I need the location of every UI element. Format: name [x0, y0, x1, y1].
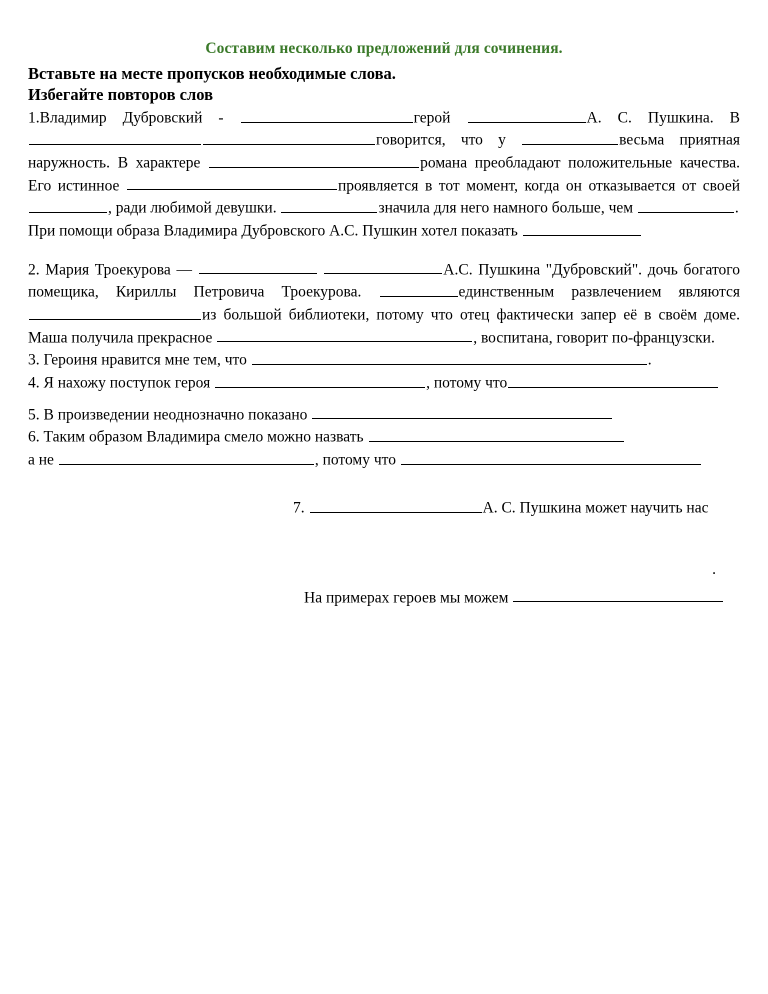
exercise-item-5	[28, 404, 740, 427]
item2-text-5: из большой библиотеки, потому что отец фактически запер её в своём доме. Маша получила прекрасное	[28, 306, 740, 347]
item1-text-6: романа преобладают положительные качества. Его истинное	[28, 154, 740, 195]
page-title: Составим несколько предложений для сочинения.	[205, 40, 563, 57]
spacer	[28, 546, 740, 562]
fill-blank[interactable]	[638, 197, 734, 213]
item3-text-2: .	[647, 351, 652, 369]
exercise-item-3	[28, 349, 740, 372]
item1-text-7: проявляется в тот момент, когда он отказывается от своей	[337, 177, 740, 195]
fill-blank[interactable]	[523, 220, 641, 236]
fill-blank[interactable]	[217, 327, 472, 343]
fill-blank[interactable]	[312, 404, 612, 420]
fill-blank[interactable]	[127, 175, 337, 191]
trailing-period: .	[712, 561, 716, 579]
item1-text-3: А. С. Пушкина. В	[586, 109, 741, 127]
item1-text-5: весьма приятная наружность. В характере	[28, 132, 740, 172]
fill-blank[interactable]	[508, 372, 718, 388]
fill-blank[interactable]	[209, 152, 419, 168]
fill-blank[interactable]	[513, 587, 723, 603]
exercise-item-4	[28, 372, 740, 395]
fill-blank[interactable]	[380, 281, 458, 297]
item3-text-1: 3. Героиня нравится мне тем, что	[28, 351, 251, 369]
instruction-line-1: Вставьте на месте пропусков необходимые слова.	[28, 63, 396, 83]
item2-text-3: А.С. Пушкина "Дубровский". дочь богатого помещика, Кириллы Петровича Троекурова.	[28, 261, 740, 302]
fill-blank[interactable]	[468, 107, 586, 123]
item1-text-8: , ради любимой девушки.	[108, 200, 281, 218]
fill-blank[interactable]	[522, 129, 618, 145]
final-text-1: На примерах героев мы можем	[304, 589, 513, 607]
fill-blank[interactable]	[215, 372, 425, 388]
exercise-item-1	[28, 107, 740, 220]
fill-blank[interactable]	[369, 426, 624, 442]
final-sentence	[28, 587, 740, 610]
spacer	[28, 471, 740, 497]
spacer	[28, 395, 740, 404]
fill-blank[interactable]	[199, 259, 317, 275]
instruction-line-2: Избегайте повторов слов	[28, 84, 213, 104]
item6-text-4: , потому что	[314, 451, 400, 469]
exercise-item-6-line-2	[28, 449, 740, 472]
exercise-item-6	[28, 426, 740, 449]
item1-text-9: значила для него намного больше, чем	[378, 200, 637, 218]
instruction-text	[28, 63, 740, 105]
exercise-item-2	[28, 259, 740, 350]
fill-blank[interactable]	[324, 259, 442, 275]
fill-blank[interactable]	[29, 197, 107, 213]
item1-text-1: 1.Владимир Дубровский -	[28, 109, 240, 127]
item2-text-4: единственным развлечением являются	[458, 284, 741, 302]
fill-blank[interactable]	[29, 129, 201, 145]
item4-text-1: 4. Я нахожу поступок героя	[28, 374, 215, 392]
item2-text-2	[318, 261, 324, 278]
item1-text-10: .	[734, 200, 739, 218]
fill-blank[interactable]	[281, 197, 377, 213]
item2-text-1: 2. Мария Троекурова —	[28, 261, 198, 279]
item7-text-2: А. С. Пушкина может научить нас	[482, 500, 709, 518]
item1-text-11: При помощи образа Владимира Дубровского А.С. Пушкин хотел показать	[28, 222, 522, 240]
fill-blank[interactable]	[203, 129, 375, 145]
fill-blank[interactable]	[29, 304, 201, 320]
spacer	[28, 243, 740, 259]
fill-blank[interactable]	[241, 107, 413, 123]
item1-text-4: говорится, что у	[376, 132, 522, 150]
fill-blank[interactable]	[310, 497, 482, 513]
item4-text-2: , потому что	[426, 374, 508, 392]
item6-text-1: 6. Таким образом Владимира смело можно назвать	[28, 428, 368, 446]
item7-text-1: 7.	[293, 500, 309, 518]
item6-text-3: а не	[28, 451, 58, 469]
fill-blank[interactable]	[59, 449, 314, 465]
spacer	[28, 520, 740, 546]
item1-text-2: герой	[413, 109, 467, 127]
item2-text-6: , воспитана, говорит по-французски.	[473, 329, 715, 347]
fill-blank[interactable]	[252, 349, 647, 365]
exercise-item-7	[28, 497, 740, 520]
exercise-item-1-last-line	[28, 220, 740, 243]
fill-blank[interactable]	[401, 449, 701, 465]
spacer	[28, 578, 740, 587]
item5-text-1: 5. В произведении неоднозначно показано	[28, 406, 312, 424]
